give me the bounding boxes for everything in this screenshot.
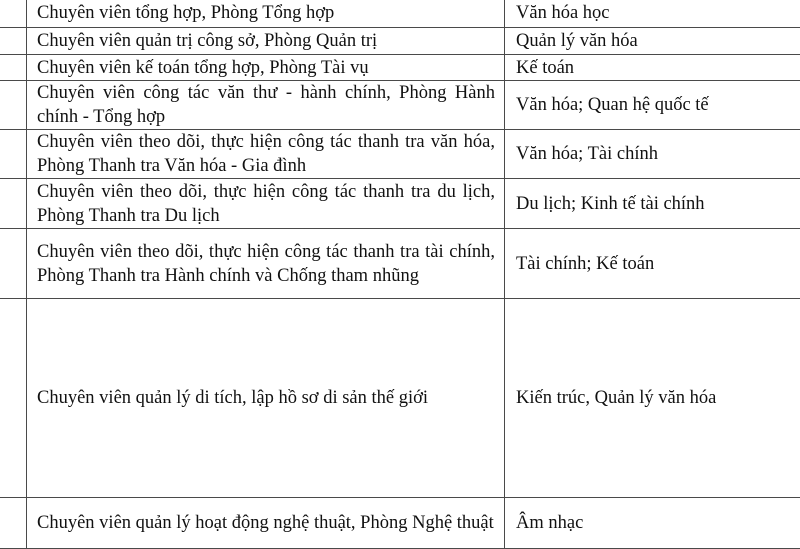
table-row	[0, 498, 800, 549]
row-number-cell	[0, 28, 27, 55]
position-cell: Chuyên viên tổng hợp, Phòng Tổng hợp	[27, 0, 505, 28]
position-cell: Chuyên viên theo dõi, thực hiện công tác thanh tra văn hóa, Phòng Thanh tra Văn hóa - Gia đình	[27, 130, 505, 179]
row-number-cell	[0, 299, 27, 498]
table-row	[0, 0, 800, 28]
row-number-cell	[0, 229, 27, 299]
major-cell: Quản lý văn hóa	[505, 28, 800, 55]
table-row	[0, 55, 800, 81]
row-number-cell	[0, 130, 27, 179]
major-cell: Văn hóa học	[505, 0, 800, 28]
major-cell: Du lịch; Kinh tế tài chính	[505, 179, 800, 229]
table-row	[0, 81, 800, 130]
position-cell: Chuyên viên quản trị công sở, Phòng Quản trị	[27, 28, 505, 55]
position-cell: Chuyên viên theo dõi, thực hiện công tác thanh tra du lịch, Phòng Thanh tra Du lịch	[27, 179, 505, 229]
row-number-cell	[0, 81, 27, 130]
major-cell: Văn hóa; Tài chính	[505, 130, 800, 179]
position-cell: Chuyên viên quản lý di tích, lập hồ sơ di sản thế giới	[27, 299, 505, 498]
table-row	[0, 179, 800, 229]
major-cell: Âm nhạc	[505, 498, 800, 549]
major-cell: Tài chính; Kế toán	[505, 229, 800, 299]
table-row	[0, 130, 800, 179]
table-row	[0, 299, 800, 498]
table-row	[0, 229, 800, 299]
position-cell: Chuyên viên theo dõi, thực hiện công tác thanh tra tài chính, Phòng Thanh tra Hành chính và Chống tham nhũng	[27, 229, 505, 299]
row-number-cell	[0, 55, 27, 81]
major-cell: Kiến trúc, Quản lý văn hóa	[505, 299, 800, 498]
row-number-cell	[0, 498, 27, 549]
major-cell: Văn hóa; Quan hệ quốc tế	[505, 81, 800, 130]
position-cell: Chuyên viên kế toán tổng hợp, Phòng Tài vụ	[27, 55, 505, 81]
row-number-cell	[0, 0, 27, 28]
position-cell: Chuyên viên công tác văn thư - hành chính, Phòng Hành chính - Tổng hợp	[27, 81, 505, 130]
position-cell: Chuyên viên quản lý hoạt động nghệ thuật, Phòng Nghệ thuật	[27, 498, 505, 549]
row-number-cell	[0, 179, 27, 229]
major-cell: Kế toán	[505, 55, 800, 81]
table-row	[0, 28, 800, 55]
